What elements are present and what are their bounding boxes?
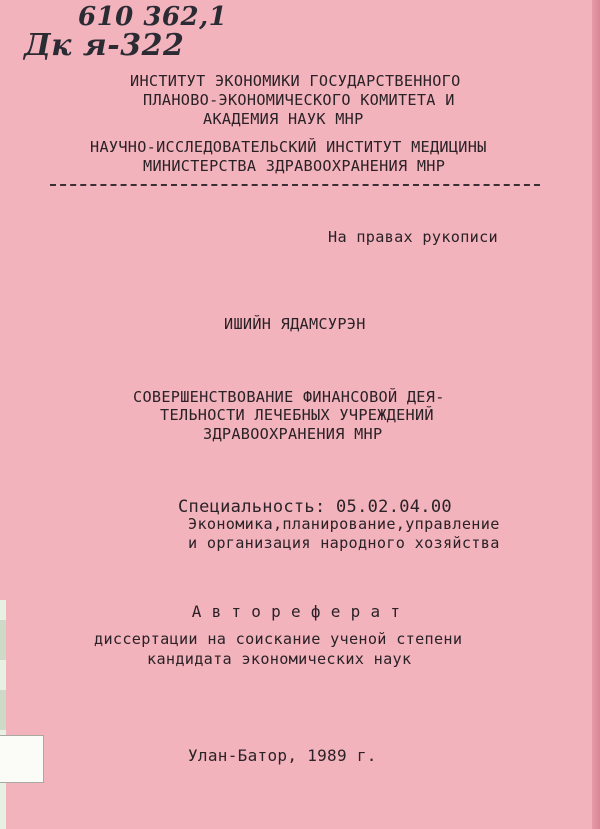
page-edge	[592, 0, 600, 829]
library-tab	[0, 735, 44, 783]
binding-strip	[0, 600, 6, 829]
handwritten-shelf-mark: Дк я-322	[24, 28, 185, 63]
institute1-line3: АКАДЕМИЯ НАУК МНР	[203, 110, 364, 128]
abstract-line1: диссертации на соискание ученой степени	[94, 630, 463, 648]
dashed-divider	[50, 184, 540, 186]
specialty-desc2: и организация народного хозяйства	[188, 534, 500, 552]
title-line3: ЗДРАВООХРАНЕНИЯ МНР	[203, 425, 383, 443]
title-line1: СОВЕРШЕНСТВОВАНИЕ ФИНАНСОВОЙ ДЕЯ-	[133, 388, 445, 406]
institute2-line1: НАУЧНО-ИССЛЕДОВАТЕЛЬСКИЙ ИНСТИТУТ МЕДИЦИНЫ	[90, 138, 487, 156]
abstract-line2: кандидата экономических наук	[147, 650, 412, 668]
specialty-code: Специальность: 05.02.04.00	[178, 497, 452, 517]
abstract-heading: А в т о р е ф е р а т	[191, 602, 401, 621]
title-line2: ТЕЛЬНОСТИ ЛЕЧЕБНЫХ УЧРЕЖДЕНИЙ	[160, 406, 434, 424]
institute2-line2: МИНИСТЕРСТВА ЗДРАВООХРАНЕНИЯ МНР	[143, 157, 446, 175]
institute1-line1: ИНСТИТУТ ЭКОНОМИКИ ГОСУДАРСТВЕННОГО	[130, 72, 461, 90]
rights-note: На правах рукописи	[328, 228, 498, 246]
handwritten-call-number: 610 362,1	[78, 2, 228, 32]
specialty-desc1: Экономика,планирование,управление	[188, 515, 500, 533]
author-name: ИШИЙН ЯДАМСУРЭН	[224, 315, 366, 333]
institute1-line2: ПЛАНОВО-ЭКОНОМИЧЕСКОГО КОМИТЕТА И	[143, 91, 455, 109]
place-year: Улан-Батор, 1989 г.	[188, 746, 377, 765]
